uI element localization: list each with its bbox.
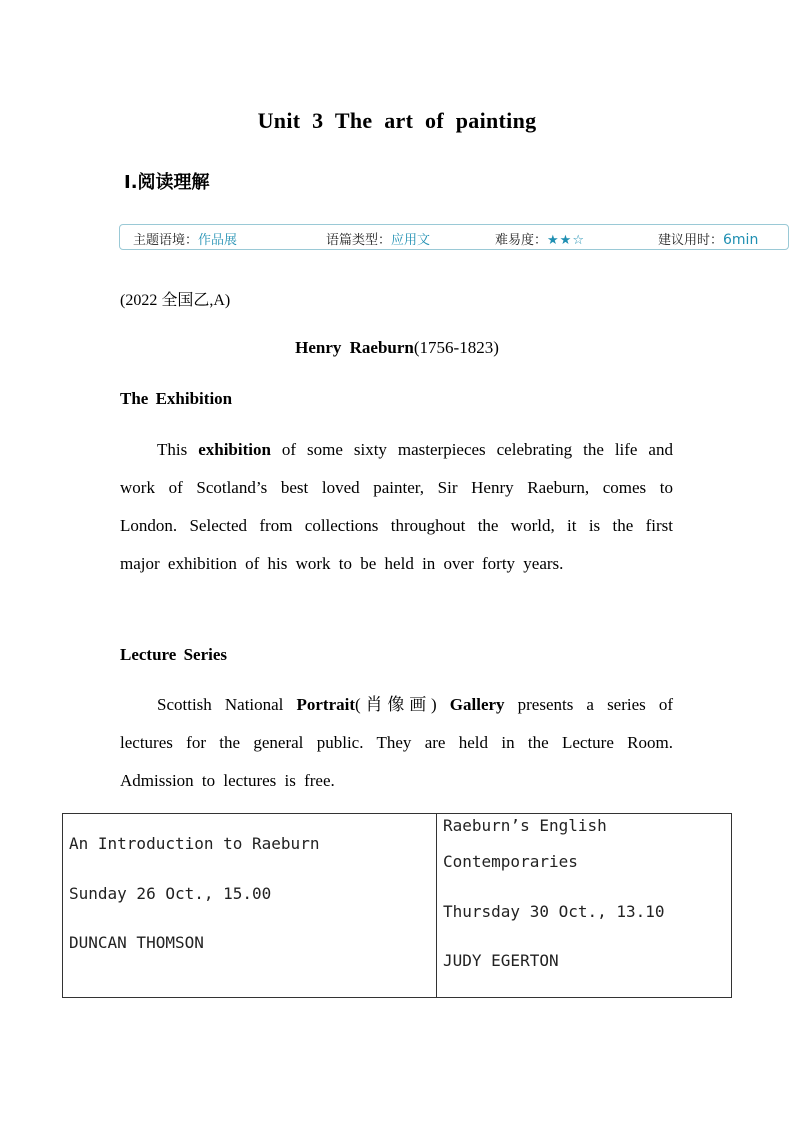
exhibition-subheading: The Exhibition (120, 389, 233, 408)
time-label: 建议用时： (658, 233, 724, 248)
lecture-subheading: Lecture Series (120, 645, 228, 664)
theme-label: 主题语境： (133, 233, 199, 248)
lecture-keyword-gallery: Gallery (436, 695, 505, 714)
lecture-title-line2: Contemporaries (443, 852, 578, 871)
info-bar (119, 224, 789, 250)
table-divider (436, 814, 437, 997)
lecture-gloss: (肖像画) (355, 695, 437, 714)
difficulty-label: 难易度： (495, 233, 548, 248)
lecture-time: Sunday 26 Oct., 15.00 (69, 884, 272, 903)
exhibition-paragraph (120, 431, 673, 583)
lecture-cell-right (443, 814, 728, 997)
theme-value: 作品展 (198, 233, 238, 248)
type-label: 语篇类型： (326, 233, 392, 248)
lecture-table (62, 813, 732, 998)
lecture-speaker: DUNCAN THOMSON (69, 933, 204, 952)
section-heading: Ⅰ.阅读理解 (124, 172, 210, 193)
type-field (326, 229, 430, 248)
difficulty-stars: ★★☆ (547, 233, 585, 248)
article-heading-years: (1756-1823) (413, 338, 499, 357)
exhibition-text-start: This (157, 440, 199, 459)
source-citation: (2022 全国乙,A) (120, 292, 231, 309)
page-title: Unit 3 The art of painting (257, 108, 537, 133)
time-value: 6min (723, 232, 759, 248)
difficulty-field (495, 229, 585, 248)
type-value: 应用文 (391, 233, 431, 248)
lecture-title-line1: Raeburn’s English (443, 816, 607, 835)
lecture-text-start: Scottish National (157, 695, 297, 714)
lecture-keyword-portrait: Portrait (296, 695, 356, 714)
lecture-time: Thursday 30 Oct., 13.10 (443, 902, 665, 921)
article-heading (0, 338, 794, 358)
lecture-speaker: JUDY EGERTON (443, 951, 559, 970)
lecture-cell-left (69, 814, 429, 997)
theme-field (133, 229, 237, 248)
lecture-title: An Introduction to Raeburn (69, 834, 320, 853)
time-field (658, 229, 758, 248)
lecture-text-rest: presents a series of lectures for the general public. They are held in the Lecture Room. Admission to lectures is free. (120, 695, 674, 790)
lecture-paragraph (120, 686, 673, 800)
exhibition-text-rest: of some sixty masterpieces celebrating the life and work of Scotland’s best loved painter, Sir Henry Raeburn, comes to London. Selected from collections throughout the world, it is the first major exhibition of his work to be held in over forty years. (120, 440, 673, 573)
article-heading-name: Henry Raeburn (295, 338, 414, 357)
exhibition-keyword: exhibition (198, 440, 271, 459)
